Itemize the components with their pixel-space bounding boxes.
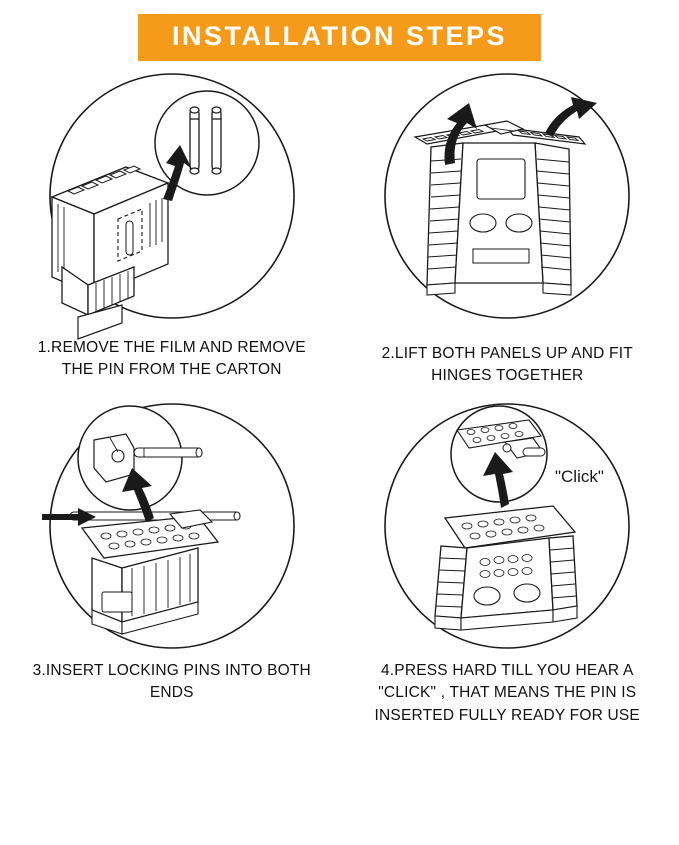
header bbox=[0, 0, 679, 61]
step-1-illustration bbox=[22, 71, 322, 341]
step-4-caption: 4.PRESS HARD TILL YOU HEAR A "CLICK" , THAT MEANS THE PIN IS INSERTED FULLY READY FOR USE bbox=[374, 661, 640, 724]
step-3 bbox=[4, 394, 340, 733]
step-3-illustration bbox=[22, 396, 322, 664]
step-1 bbox=[4, 69, 340, 394]
step-3-caption: 3.INSERT LOCKING PINS INTO BOTH ENDS bbox=[32, 661, 311, 702]
installation-steps-grid bbox=[0, 61, 679, 733]
step-2-illustration bbox=[357, 71, 657, 341]
step-4 bbox=[340, 394, 676, 733]
step-2-caption: 2.LIFT BOTH PANELS UP AND FIT HINGES TOGETHER bbox=[381, 345, 633, 385]
step-2 bbox=[340, 69, 676, 394]
page-title: INSTALLATION STEPS bbox=[138, 14, 541, 61]
click-label-text: "Click" bbox=[555, 466, 605, 486]
step-4-illustration bbox=[357, 396, 657, 664]
step-1-caption: 1.REMOVE THE FILM AND REMOVE THE PIN FROM THE CARTON bbox=[37, 339, 306, 379]
